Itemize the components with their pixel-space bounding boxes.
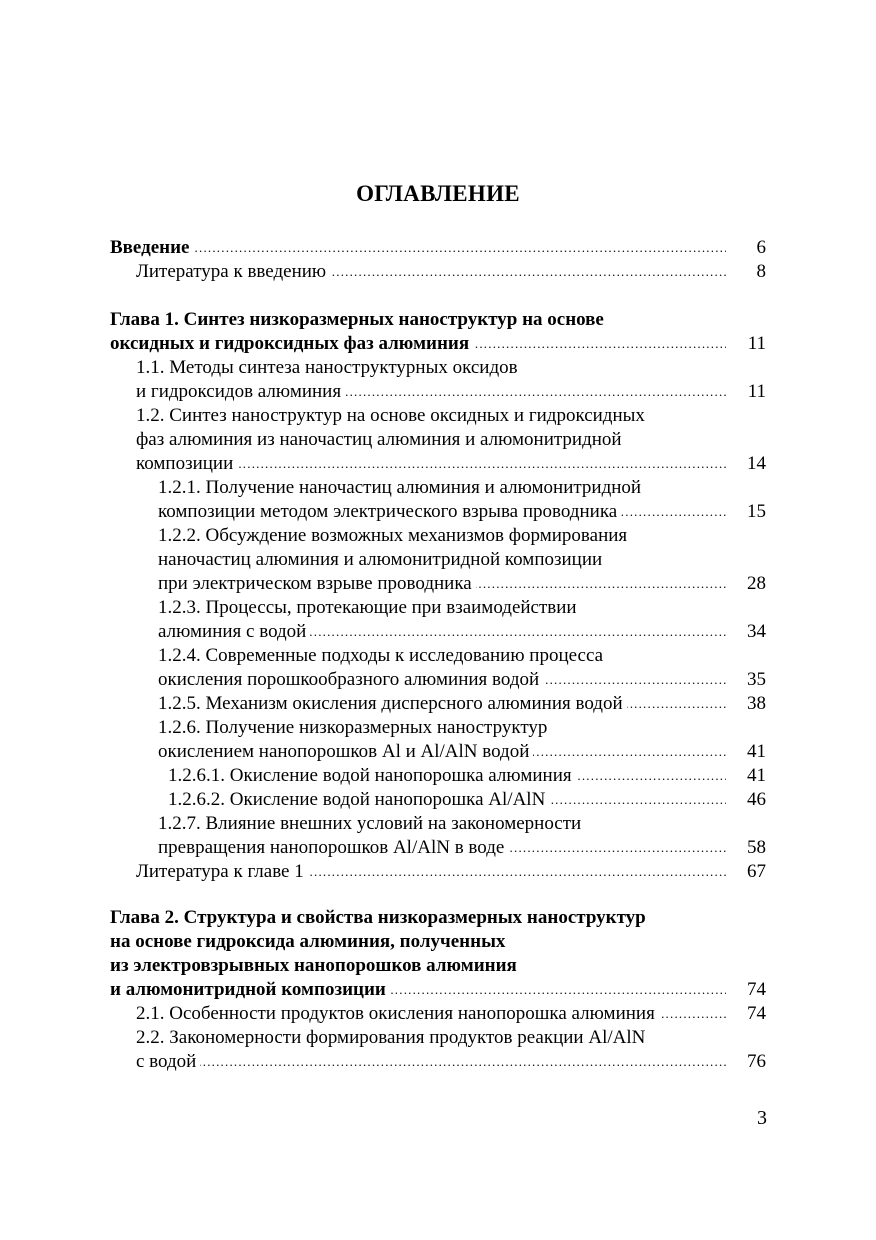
toc-entry-title: окисления порошкообразного алюминия водой	[158, 668, 543, 692]
toc-entry	[110, 236, 726, 260]
toc-entry-title: при электрическом взрыве проводника	[158, 572, 476, 596]
toc-page-number: 38	[747, 693, 766, 714]
toc-entry	[110, 332, 726, 356]
toc-entry-title: с водой	[136, 1050, 200, 1074]
toc-page-number: 28	[747, 573, 766, 594]
toc-page-number: 67	[747, 861, 766, 882]
toc-entry	[136, 1050, 726, 1074]
page-title: ОГЛАВЛЕНИЕ	[356, 181, 520, 206]
toc-page-number: 11	[747, 333, 766, 354]
toc-entry	[136, 1002, 726, 1026]
toc-entry	[136, 380, 726, 404]
toc-entry	[136, 260, 726, 284]
toc-entry-line: на основе гидроксида алюминия, полученных	[110, 931, 506, 952]
toc-entry-title: композиции методом электрического взрыва проводника	[158, 500, 621, 524]
toc-entry-title: Литература к главе 1	[136, 860, 308, 884]
toc-page-number: 74	[747, 1003, 766, 1024]
toc-entry-line: 2.2. Закономерности формирования продуктов реакции Al/AlN	[136, 1027, 646, 1048]
page-number: 3	[757, 1107, 767, 1129]
toc-entry-line: 1.2.2. Обсуждение возможных механизмов формирования	[158, 525, 628, 546]
toc-entry-line: Глава 1. Синтез низкоразмерных наноструктур на основе	[110, 309, 604, 330]
toc-entry-line: 1.2.1. Получение наночастиц алюминия и алюмонитридной	[158, 477, 642, 498]
toc-entry-title: превращения нанопорошков Al/AlN в воде	[158, 836, 508, 860]
toc-entry-line: 1.2.6. Получение низкоразмерных наноструктур	[158, 717, 548, 738]
toc-page-number: 15	[747, 501, 766, 522]
toc-page-number: 76	[747, 1051, 766, 1072]
toc-page-number: 41	[747, 765, 766, 786]
toc-entry	[110, 978, 726, 1002]
toc-entry-line: 1.2.7. Влияние внешних условий на закономерности	[158, 813, 582, 834]
toc-entry-title: 2.1. Особенности продуктов окисления нанопорошка алюминия	[136, 1002, 659, 1026]
toc-page-number: 11	[747, 381, 766, 402]
toc-page-number: 58	[747, 837, 766, 858]
toc-page-number: 41	[747, 741, 766, 762]
toc-entry	[168, 764, 726, 788]
toc-entry	[168, 788, 726, 812]
toc-entry-line: 1.1. Методы синтеза наноструктурных оксидов	[136, 357, 518, 378]
toc-page-number: 35	[747, 669, 766, 690]
toc-entry-title: и гидроксидов алюминия	[136, 380, 345, 404]
toc-entry-line: из электровзрывных нанопорошков алюминия	[110, 955, 517, 976]
toc-entry	[158, 620, 726, 644]
toc-page-number: 74	[747, 979, 766, 1000]
toc-page-number: 14	[747, 453, 766, 474]
toc-entry-title: 1.2.5. Механизм окисления дисперсного алюминия водой	[158, 692, 627, 716]
toc-entry-title: окислением нанопорошков Al и Al/AlN водой	[158, 740, 533, 764]
toc-entry-title: алюминия с водой	[158, 620, 310, 644]
toc-entry-line: фаз алюминия из наночастиц алюминия и алюмонитридной	[136, 429, 622, 450]
toc-entry	[158, 500, 726, 524]
toc-entry	[158, 740, 726, 764]
toc-entry	[136, 860, 726, 884]
toc-page-number: 8	[756, 261, 766, 282]
toc-entry-line: 1.2.3. Процессы, протекающие при взаимодействии	[158, 597, 577, 618]
toc-entry	[158, 572, 726, 596]
toc-entry-line: 1.2. Синтез наноструктур на основе оксидных и гидроксидных	[136, 405, 645, 426]
toc-entry-title: Введение	[110, 236, 194, 260]
toc-entry-title: композиции	[136, 452, 237, 476]
toc-entry	[158, 836, 726, 860]
toc-page-number: 46	[747, 789, 766, 810]
toc-entry	[158, 668, 726, 692]
toc-page-number: 34	[747, 621, 766, 642]
toc-page-number: 6	[756, 237, 766, 258]
toc-entry-title: и алюмонитридной композиции	[110, 978, 390, 1002]
toc-entry-line: Глава 2. Структура и свойства низкоразмерных наноструктур	[110, 907, 646, 928]
toc-entry-title: 1.2.6.2. Окисление водой нанопорошка Al/AlN	[168, 788, 549, 812]
toc-entry-title: оксидных и гидроксидных фаз алюминия	[110, 332, 473, 356]
toc-entry-line: наночастиц алюминия и алюмонитридной композиции	[158, 549, 603, 570]
toc-entry	[158, 692, 726, 716]
toc-entry-title: 1.2.6.1. Окисление водой нанопорошка алюминия	[168, 764, 576, 788]
toc-entry-line: 1.2.4. Современные подходы к исследованию процесса	[158, 645, 604, 666]
toc-entry-title: Литература к введению	[136, 260, 330, 284]
toc-entry	[136, 452, 726, 476]
